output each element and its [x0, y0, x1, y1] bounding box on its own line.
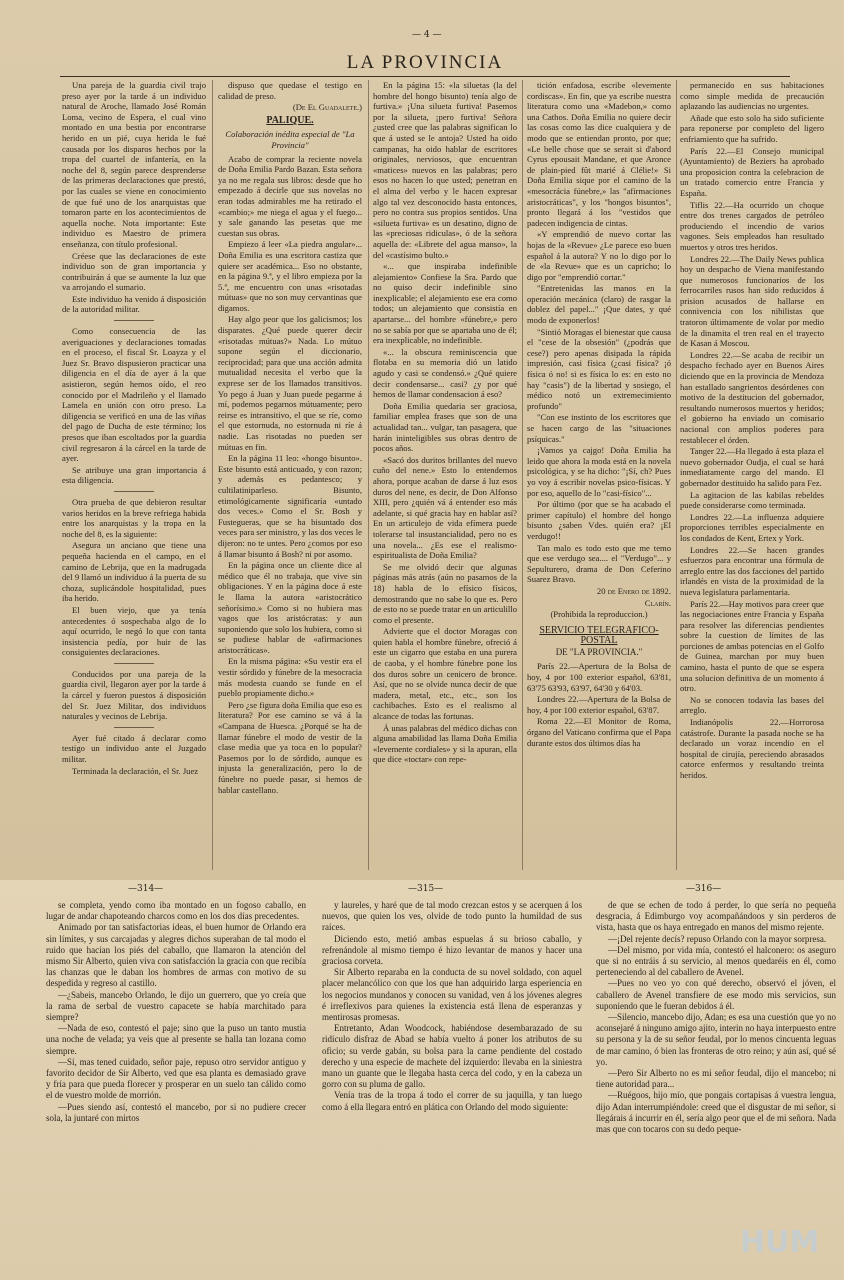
article-paragraph: Londres 22.—Se acaba de recibir un despacho fechado ayer en Buenos Aires diciendo que en la provincia de Mendoza han estallado sangrientos desórdenes con motivo de la destitucion del gobernador, resultando numerosos muertos y heridos; el gobierno ha enviado un comisario nacional con amplios poderes para restablecer el órden. [680, 349, 824, 445]
masthead-title: LA PROVINCIA [60, 52, 790, 77]
article-paragraph: tición enfadosa, escribe «levemente cordiscas». En fin, que ya escribe nuestra literatura como una «Madebon,» como una Cathos. Doña Emilia no quiere decir las cosas como las dice cualquiera y de modo que se entiendan pronto, por que; «Le belle chose que se serait si d'abord Cyrus epousait Mandane, et que Aronce de plain-pied fût marié á Clélie!» Si Doña Emilia sique por el camino de la «mesocrácia fúnebre,» las "afirmaciones aristocráticas", y los "hongos bisuntos", pronto llegará á los "vestidos que padecen indigencia de cintas. [527, 80, 671, 228]
article-paragraph: París 22.—Hay motivos para creer que las negociaciones entre Francia y España para resolver las diferencias pendientes sobre la cuestion de límites de las porciones de ambas potencias en el Golfo de Guinea, marchan por muy buen camino, hasta el punto de que se espera una solucion definitiva de un momento á otro. [680, 598, 824, 694]
article-paragraph: París 22.—El Consejo municipal (Ayuntamiento) de Beziers ha aprobado una proposicion contra la celebracion de un tratado comercio entre Francia y España. [680, 145, 824, 198]
article-paragraph: Á unas palabras del médico dichas con alguna amabilidad las llama Doña Emilia «levemente cordiales» y si la apuran, ella que dice «toctar» con repe- [373, 722, 517, 765]
serial-page-1 [46, 900, 306, 1270]
signature-line: Clarín. [644, 597, 671, 608]
serial-paragraph: —Pues siendo así, contestó el mancebo, por si no pudiere crecer sola, la juntaré con mirtos [46, 1101, 306, 1123]
article-paragraph: Indianópolis 22.—Horrorosa catástrofe. Durante la pasada noche se ha declarado un voraz incendio en el hospital de cirujía, pereciendo abrasados catorce enfermos y resultando treinta heridos. [680, 717, 824, 780]
article-paragraph: Se me olvidó decir que algunas páginas más atrás (aún no pasamos de la 18) habla de lo efísico físicos, demostrando que no sabe lo que es. Pero de esto no se puede tratar en un articulillo como el presente. [373, 561, 517, 625]
article-paragraph: La agitacion de las kabilas rebeldes puede considerarse como terminada. [680, 489, 824, 511]
article-paragraph: «Sacó dos duritos brillantes del nuevo cuño del nene.» Esto lo entendemos ahora, porque acaban de darse á luz esos duros del nene, es decir, de Don Alfonso XIII, pero ¿quién vá á entender eso más adelante, si qué gracia hay en hablar así? En un articulejo de vida efímera puede tolerarse tal insustancialidad, pero no es una novela... ¿Es ese el realismo-espiritualista de Doña Emilia? [373, 454, 517, 561]
article-paragraph: El buen viejo, que ya tenía antecedentes ó sospechaba algo de lo aquí ocurrido, le negó lo que con tanta insistencia pedía, por huir de las consiguientes declaraciones. [62, 604, 206, 658]
article-paragraph: Otra prueba de que debieron resultar varios heridos en la breve refriega habida entre los anarquistas y la tropa en la noche del 8, es la siguiente: [62, 496, 206, 539]
signature-line: 20 de Enero de 1892. [596, 585, 671, 596]
article-paragraph: Añade que esto solo ha sido suficiente para reponerse por completo del ligero enfriamiento que ha sufrido. [680, 112, 824, 144]
column-rule [368, 80, 369, 870]
article-paragraph: Londres 22.—La influenza adquiere proporciones terribles especialmente en los condados de Kent, Ertex y York. [680, 511, 824, 543]
article-paragraph: Londres 22.—Se hacen grandes esfuerzos para encontrar una fórmula de arreglo entre las dos facciones del partido irlandés en vista de la proximidad de la nueva legislatura parlamentaria. [680, 544, 824, 597]
serial-paragraph: —Pero Sir Alberto no es mi señor feudal, dijo el mancebo; ni tiene autoridad para... [596, 1068, 836, 1090]
article-paragraph: Terminada la declaración, el Sr. Juez [72, 765, 199, 776]
serial-paragraph: y laureles, y haré que de tal modo crezcan estos y se acerquen á los nuevos, que quien los ves, olvide de todo punto la humildad de sus raíces. [322, 900, 582, 933]
column-1 [62, 80, 206, 870]
column-rule [676, 80, 677, 870]
article-paragraph: Doña Emilia quedaria ser graciosa, familiar emplea frases que son de una actualidad tan... vulgar, tan pasagera, que harán ininteligibles sus obras dentro de pocos años. [373, 400, 517, 454]
article-paragraph: Como consecuencia de las averiguaciones y declaraciones tomadas en el proceso, el fiscal Sr. Loayza y el Juez Sr. Bravo dispusieron practicar una diligencia en el día de ayer á la que asistieron, según hemos oído, el reo conocido por el Madrileño y el llamado Lamela en unión con otro preso. La diligencia se verificó en una de las viñas del pago de Ducha de este término; los presos que iban escoltados por la guardia civil regresaron á la cárcel en la tarde de ayer. [62, 326, 206, 464]
archive-watermark: HUM [740, 1225, 820, 1260]
serial-page-3 [596, 900, 836, 1270]
serial-paragraph: —¡Del rejente decís? repuso Orlando con la mayor sorpresa. [608, 933, 827, 944]
article-paragraph: "Sintió Moragas el bienestar que causa el "cese de la obsesión" (¿podrás que cese?) pero apenas disipada la rápida impresión, casi física (¿casi física? ¡ó física ó no! si es física lo es: en esto no hay "casis") de la libertad y sosiego, el médico notó un extremecimiento profundo" [527, 326, 671, 411]
article-paragraph: permanecido en sus habitaciones como simple medida de precaución aplazando las audiencias no urgentes. [680, 80, 824, 112]
section-heading: SERVICIO TELEGRAFICO-POSTAL [539, 624, 659, 647]
article-paragraph: Tan malo es todo esto que me temo que ese verdugo sea.... el "Verdugo"... y Sepulturero, drama de Don Ceferino Suarez Bravo. [527, 542, 671, 585]
article-heading: PALIQUE. [266, 114, 314, 126]
article-paragraph: ¡Vamos ya cajgo! Doña Emilia ha leido que ahora la moda está en la novela psicológica, y se ha dicho: "¡Sí, ch? Pues yo voy á escribir novelas psico-físicas. Y por eso, aquello de lo "casi-físico"... [527, 445, 671, 498]
article-paragraph: «Y emprendió de nuevo cortar las hojas de la «Revue» ¿Le parece eso buen español á la autora? Y no lo digo por lo de «la Revue» que es un capricho; lo digo por "emprendió cortar." [527, 229, 671, 282]
serial-paragraph: —Pues no veo yo con qué derecho, observó el jóven, el caballero de Avenel transfiere de ese modo mis servicios, sun suponiendo que le fueran debidos á él. [596, 978, 836, 1011]
serial-paragraph: Venía tras de la tropa á todo el correr de su jaquilla, y tan luego como á ella llegara entró en plática con Orlando del modo siguiente: [322, 1090, 582, 1112]
serial-paragraph: Animado por tan satisfactorias ideas, el buen humor de Orlando era sin límites, y sus carcajadas y alegres dichos superaban de tal modo el ruido que hacían los piés del caballo, que llamaron la atención del mismo Sir Alberto, quien viva con satisfacción la gracia con que recibía las chanzas que le daban los hombres de armas con motivo de su despedida y regreso al castillo. [46, 922, 306, 989]
article-paragraph: Roma 22.—El Monitor de Roma, órgano del Vaticano confirma que el Papa durante estos dos últimos días ha [527, 716, 671, 748]
article-paragraph: Londres 22.—Apertura de la Bolsa de hoy, 4 por 100 exterior español, 63'87. [527, 694, 671, 715]
column-3 [373, 80, 517, 870]
article-paragraph: Conducidos por una pareja de la guardia civil, llegaron ayer por la tarde á la cárcel y fueron puestos á disposición del Sr. Juez Militar, dos individuos naturales y vecinos de Lebrija. [62, 668, 206, 722]
article-paragraph: En la página 11 leo: «hongo bisunto». Este bisunto está anticuado, y con razon; y además es pedantesco; y cultilatiniparleso. Bisunto, etimológicamente significaría «untado dos veces.» Como el Sr. Bosh y Fustegueras, que se ha bisuntado dos veces para ser ministro, y las dos veces le dijeron: no te untes. Pero ¿comos por eso á llamar bisunto á Bosh? ni por asomo. [218, 453, 362, 559]
article-paragraph: Créese que las declaraciones de este individuo son de gran importancia y contribuirán á que se aumente la luz que va arrojando el sumario. [62, 250, 206, 293]
page-number: — 4 — [412, 30, 442, 40]
section-divider [114, 320, 154, 321]
article-subheading: Colaboración inédita especial de "La Provincia" [225, 129, 355, 150]
section-divider [114, 727, 154, 728]
signature-line: (De El Guadalete.) [292, 102, 362, 113]
column-rule [522, 80, 523, 870]
article-paragraph: Advierte que el doctor Moragas con quien habla el hombre fúnebre, ofreció á este un cigarro que estaba en una purera de caoba, y el hombre fúnebre pone los dos duros sobre un cenicero de bronce. Así, que no se olvide nunca decir de que madera, metal, etc., etc., son los cachibaches. Esto es el realismo al alcance de todas las fortunas. [373, 626, 517, 722]
serial-paragraph: —Sí, mas tened cuidado, señor paje, repuso otro servidor antiguo y favorito decidor de Sir Alberto, ved que esa planta es demasiado grave y fría para que pueda florecer y prosperar en un suelo tan cálido como el de vuestro molde de morrión. [46, 1056, 306, 1101]
article-paragraph: En la página once un cliente dice al médico que él no trabaja, que vive sin obligaciones. Y en la página doce á este le llama la autora «aristocrático señorísimo.» Como si no hubiera mas vagos que los aristócratas: y aun suponiendo que solo los hubiera, como si se pudiese hablar de «afirmaciones aristocráticas». [218, 560, 362, 655]
serial-paragraph: —Del mismo, por vida mía, contestó el halconero: os aseguro que si no entráis á su servicio, al menos quedaréis en él, como perteneciendo al del caballero de Avenel. [596, 944, 836, 978]
serial-page-2 [322, 900, 582, 1270]
article-paragraph: En la página 15: «la siluetas (la del hombre del hongo bisunto) tenía algo de furtiva.» ¡Una silueta furtiva! Pasemos por la silueta, ¡pero furtiva! Señora ¿usted cree que las palabras significan lo que á usted se le antoja? Usted ha oido campanas, ha oido hablar de escritores originales, nerviosos, que encuentran «matices» nuevos en las palabras; pero esos no hacen lo que usted; penetran en el alma del verbo y le hacen expresar algo tal vez desconocido hasta entonces, pero no contra sus propios sentidos. Una «silueta furtiva» es un desatino, digno de las «preciosas ridiculas», ó de la señora aquella de: «Librete del agua manso», la del «castísimo bulto.» [373, 80, 517, 260]
article-paragraph: Por último (por que se ha acabado el primer capítulo) el hombre del hongo bisunto ¿saben Vdes. quién era? ¡El verdugo!! [527, 499, 671, 541]
article-paragraph: Empiezo á leer «La piedra angular»... Doña Emilia es una escritora castiza que quiere ser académica... Eso no obstante, en la página 9.ª, y el libro empieza por la 5.ª, me encuentro con unas «risotadas mútuas» que no son muy cervantinas que digamos. [218, 239, 362, 313]
column-2 [218, 80, 362, 870]
serial-page-number: —315— [408, 884, 444, 894]
column-rule [212, 80, 213, 870]
article-paragraph: Londres 22.—The Daily News publica hoy un despacho de Viena manifestando que numerosos funcionarios de los ferrocarriles rusos han sido reducidos á prision acusados de hallarse en connivencia con los nihilistas que tratoron últimamente de volar por medio de la dinamita el tren real en el trayecto de Kasan á Moscou. [680, 253, 824, 349]
serial-page-number: —316— [686, 884, 722, 894]
article-paragraph: dispuso que quedase el testigo en calidad de preso. [218, 80, 362, 101]
article-paragraph: Ayer fué citado á declarar como testigo un individuo ante el Juzgado militar. [62, 732, 206, 765]
serial-paragraph: Entretanto, Adan Woodcock, habiéndose desembarazado de su ridículo disfraz de Abad se había vuelto á poner los atributos de su oficio; su verde gabán, su bolsa para la carne pendiente del costado derecho y una especie de machete del izquierdo: llevaba en la siniestra mano un guante que le llegaba hasta cerca del codo, y en la cabeza un gorro con su pluma de gallo. [322, 1023, 582, 1090]
article-paragraph: «... que inspiraba indefinible alejamiento» Confiese la Sra. Pardo que no quiso decir indefinible sino inexplicable; el alejamiento ese era como todos; un alejamiento que consistía en apartarse... del hombre «fúnebre,» pero no se sabía por que se apartaba uno de él; era inexplicable, no indefinible. [373, 261, 517, 346]
serial-paragraph: —Ruégoos, hijo mío, que pongais cortapisas á vuestra lengua, dijo Adan interrumpiéndole: creed que el disgustar de mi señor, si llegárais á incurrir en él, sería algo peor que el de mi señora. Nada mas que con tocaros con su dedo peque- [596, 1090, 836, 1135]
column-4 [527, 80, 671, 870]
article-paragraph: París 22.—Apertura de la Bolsa de hoy, 4 por 100 exterior español, 63'81, 63'75 63'93, 63'97, 64'30 y 64'03. [527, 661, 671, 693]
section-divider [114, 663, 154, 664]
article-paragraph: Se atribuye una gran importancia á esta diligencia. [62, 464, 206, 486]
serial-paragraph: —Silencio, mancebo dijo, Adan; es esa una cuestión que yo no aconsejaré á ninguno amigo ajito, interin no haya interpuesto entre su persona y la de su señor feudal, por lo menos cincuenta leguas de mar camino, ó bien las fronteras de otro reino; y aún así, qué sé yo. [596, 1012, 836, 1067]
serial-paragraph: se completa, yendo como iba montado en un fogoso caballo, en lugar de andar chapoteando charcos como en los dos días precedentes. [46, 900, 306, 922]
serial-paragraph: Diciendo esto, metió ambas espuelas á su brioso caballo, y refrenándole al mismo tiempo é hizo levantar de manos y hacer una graciosa corveta. [322, 933, 582, 967]
section-subheading: DE "LA PROVINCIA." [555, 646, 643, 657]
article-paragraph: «... la obscura reminiscencia que flotaba en su memoria dió un latido agudo y casi se condensó.» ¿Qué quiere decir condensarse... casi? ¿y por qué hemos de llamar condensacion á eso? [373, 346, 517, 400]
article-paragraph: Tiflis 22.—Ha ocurrido un choque entre dos trenes cargados de petróleo produciendo el incendio de varios vagones. Seis empleados han resultado muertos y otros tres heridos. [680, 199, 824, 252]
column-5 [680, 80, 824, 870]
serial-paragraph: Sir Alberto reparaba en la conducta de su novel soldado, con aquel placer melancólico con que los que han adquirido larga esperiencia en los negocios mundanos y conocen su vanidad, ven á los jóvenes alegres é irreflexivos para quienes la existencia está llena de esperanzas y mentirosas promesas. [322, 967, 582, 1023]
article-paragraph: Pero ¿se figura doña Emilia que eso es literatura? Por ese camino se vá á la «Campana de Huesca. ¿Porqué se ha de llamar fúnebre el modo de vestir de la clase media que ya toca en lo popular? Pasemos por lo de sórdido, aunque es injusta la generalización, pero lo de fúnebre no puede pasar, si hemos de hablar castellano. [218, 699, 362, 795]
article-paragraph: Hay algo peor que los galicismos; los disparates. ¿Qué puede querer decir «risotadas mútuas?» Nada. Lo mútuo supone según el diccionario, reciprocidad; para que una acción admita mutualidad necesita el verbo que la exprese ser de los llamados transitivos. Yo pego á Juan y Juan puede pegarme á mí, podemos pegarnos mútuamente; pero reirse es intransitivo, el que se ríe, como el que estornuda, no estornuda ni ríe á nadie. Las risotadas no pueden ser mútuas en fin. [218, 314, 362, 452]
article-paragraph: Una pareja de la guardia civil trajo preso ayer por la tarde á un individuo natural de Aroche, llamado José Román Loma, vecino de Espera, el cual vino montado en una bestia por encontrarse herido en un pié, cuya herida le fué causada por los disparos hechos por la tropa del cuartel de infantería, en la noche del 8, según parece desprenderse de las primeras declaraciones que prestó, por las cuales se viene en conocimiento de que fué uno de los anarquistas que tomaron parte en los acontecimientos de aquella noche. Nota importante: Este individuo es Maestro de primera enseñanza, con título profesional. [62, 80, 206, 249]
serial-paragraph: —Nada de eso, contestó el paje; sino que la puso un tanto mustia una noche de velada; ya veis que al presente se halla tan lozana como siempre. [46, 1023, 306, 1056]
serial-paragraph: —¿Sabeis, mancebo Orlando, le dijo un guerrero, que yo creía que la rama de serbal de vuestro capacete se había marchitado para siempre? [46, 989, 306, 1023]
article-paragraph: Acabo de comprar la reciente novela de Doña Emilia Pardo Bazan. Esta señora ya no me regala sus libros: desde que ho empezado á decirle que sus novelas no eran todas admirables me ha retirado el «cambio;» me niega el agua y el fuego... y sale ganando las pesetas que me cuestan sus obras. [218, 153, 362, 238]
article-paragraph: Este individuo ha venido á disposición de la autoridad militar. [62, 293, 206, 315]
article-paragraph: "Entretenidas las manos en la operación mecánica (claro) de rasgar la doblez del papel..." ¡Que dates, y qué modo de exponerlos! [527, 283, 671, 326]
article-paragraph: En la misma página: «Su vestir era el vestir sórdido y fúnebre de la mesocracia más modesta cuando se funde en el pueblo propiamente dicho.» [218, 656, 362, 699]
notice-line: (Prohibida la reproduccion.) [550, 609, 648, 620]
serial-paragraph: de que se echen de todo á perder, lo que sería no pequeña desgracia, á Edimburgo voy acompañándoos y sin perderos de vista, hasta que os haya entregado en manos del mismo rejente. [596, 900, 836, 933]
serial-page-number: —314— [128, 884, 164, 894]
article-paragraph: Tanger 22.—Ha llegado á esta plaza el nuevo gobernador Oudja, el cual se hará inmediatamente cargo del mando. El gobernador destituido ha salido para Fez. [680, 446, 824, 488]
article-paragraph: No se conocen todavía las bases del arreglo. [680, 694, 824, 716]
article-paragraph: "Con ese instinto de los escritores que se hacen cargo de las "situaciones psíquicas." [527, 412, 671, 444]
article-paragraph: Asegura un anciano que tiene una pequeña hacienda en el campo, en el camino de Lebrija, que en la madrugada del 9 llamó un individuo á la puerta de su choza, suplicándole hospitalidad, pues iba herido. [62, 540, 206, 604]
section-divider [114, 491, 154, 492]
